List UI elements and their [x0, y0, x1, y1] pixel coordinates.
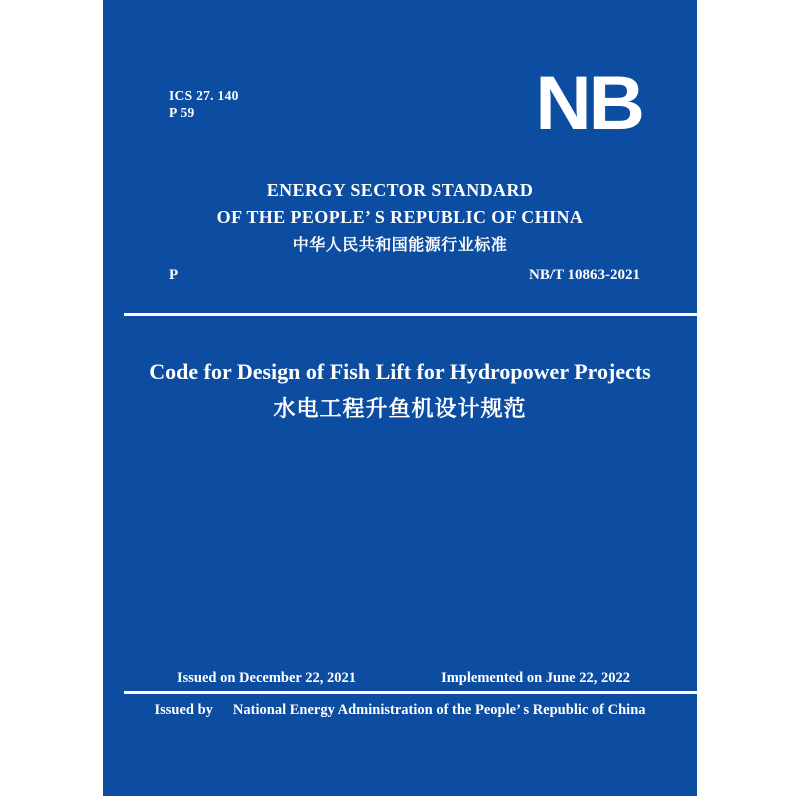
issuing-organization-block	[103, 179, 697, 256]
org-name-english-line1: ENERGY SECTOR STANDARD	[266, 180, 534, 200]
blue-cover-panel	[103, 0, 697, 796]
nb-logo: NB	[535, 60, 642, 146]
issuer-row	[103, 701, 697, 719]
standard-code-row	[103, 266, 697, 284]
top-divider-rule	[124, 313, 697, 316]
org-name-chinese: 中华人民共和国能源行业标准	[292, 237, 508, 254]
dates-row	[103, 670, 697, 687]
issued-by-value: National Energy Administration of the People’ s Republic of China	[232, 702, 646, 718]
ics-code: ICS 27. 140	[169, 88, 239, 103]
org-name-english-line2: OF THE PEOPLE’ S REPUBLIC OF CHINA	[216, 207, 584, 227]
issued-by-label: Issued by	[154, 702, 213, 718]
standard-title-english: Code for Design of Fish Lift for Hydropower Projects	[149, 359, 651, 384]
bottom-divider-rule	[124, 691, 697, 694]
implemented-date: Implemented on June 22, 2022	[441, 670, 630, 686]
standard-number: NB/T 10863-2021	[529, 267, 640, 283]
standard-title-chinese: 水电工程升鱼机设计规范	[273, 396, 527, 421]
ics-classification-block	[169, 88, 239, 121]
doc-class-code: P 59	[169, 104, 195, 120]
class-letter: P	[169, 267, 179, 283]
issued-date: Issued on December 22, 2021	[177, 670, 356, 686]
